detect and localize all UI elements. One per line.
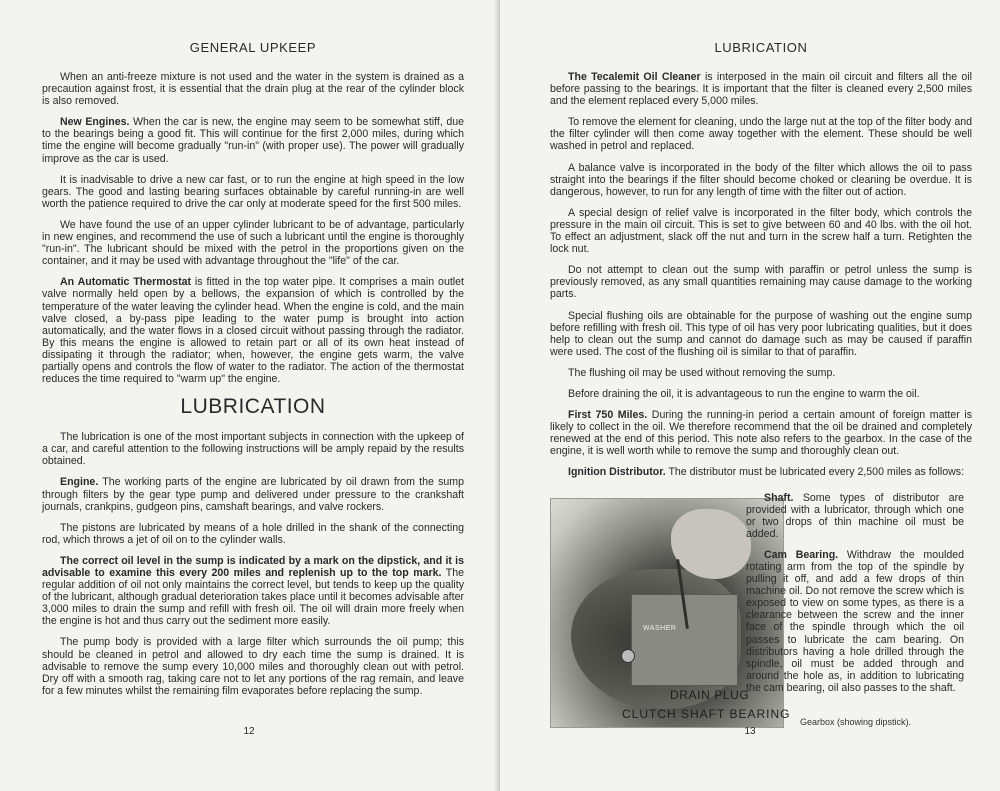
paragraph: We have found the use of an upper cylinder lubricant to be of advantage, particularly in new engines, and recommend the use of such a lubricant until the engine is thoroughly "run-in". The lubricant should be mixed with the petrol in the proportions given on the container, and it may be used with advantage throughout the "life" of the car. [42, 218, 464, 268]
paragraph-lead: First 750 Miles. [568, 409, 648, 422]
paragraph-body: Withdraw the moulded rotating arm from the top of the spindle by pulling it off, and add a few drops of thin machine oil. Do not remove the screw which is exposed to view on some types, as there is a clearance between the screw and the inner face of the spindle through which the oil passes to lubricate the cam bearing. On distributors having a hole drilled through the spindle, oil must be added through and around the hole as, in addition to lubricating the cam bearing, oil also passes to the shaft. [746, 548, 965, 694]
paragraph-body: is interposed in the main oil circuit and filters all the oil before passing to the bearings. It is important that the filter is cleaned every 2,500 miles and the element replaced every 5,000 miles. [550, 71, 972, 108]
page-number: 12 [243, 726, 255, 737]
page-number: 13 [744, 726, 756, 737]
paragraph-body: Some types of distributor are provided with a lubricator, through which one or two drops of thin machine oil must be added. [746, 491, 964, 540]
paragraph: The flushing oil may be used without removing the sump. [568, 366, 836, 379]
section-title: LUBRICATION [180, 395, 326, 419]
paragraph-lead: The Tecalemit Oil Cleaner [568, 71, 701, 83]
paragraph [550, 466, 972, 478]
paragraph: When an anti-freeze mixture is not used and the water in the system is drained as a precaution against frost, it is essential that the drain plug at the rear of the cylinder block is also removed. [42, 71, 464, 108]
paragraph [746, 549, 964, 694]
paragraph-lead: Cam Bearing. [764, 548, 839, 561]
running-head: GENERAL UPKEEP [189, 40, 317, 55]
paragraph: A special design of relief valve is incorporated in the filter body, which controls the pressure in the main oil circuit. This is set to give between 60 and 40 lbs. with the oil hot. To effect an adjustment, slack off the nut and turn in the screw half a turn. Retighten the lock nut. [550, 206, 972, 256]
paragraph: A balance valve is incorporated in the body of the filter which allows the oil to pass straight into the bearings if the filter should become choked or cleaning be overdue. It is dangerous, however, to run for any length of time with the filter out of action. [550, 161, 972, 198]
paragraph: The lubrication is one of the most important subjects in connection with the upkeep of a car, and careful attention to the following instructions will be amply repaid by the results obtained. [42, 431, 464, 468]
paragraph-body: When the car is new, the engine may seem to be somewhat stiff, due to the bearings being a good fit. This will continue for the first 2,000 miles, during which time the engine will become gradually "run-in" (with proper use). The power will gradually improve as the car is used. [42, 116, 464, 165]
paragraph-lead: Ignition Distributor. [568, 466, 666, 479]
hand-shape [671, 509, 751, 579]
gearbox-figure [550, 488, 972, 748]
paragraph-lead: An Automatic Thermostat [60, 276, 192, 289]
figure-caption: Gearbox (showing dipstick). [800, 716, 912, 727]
paragraph-lead: Shaft. [764, 491, 794, 504]
paragraph [42, 276, 464, 385]
washer-label: WASHER [643, 624, 677, 632]
paragraph: Special flushing oils are obtainable for the purpose of washing out the engine sump before refilling with fresh oil. This type of oil has very poor lubricating qualities, but it does help to clean out the sump and cannot do damage such as may be caused if paraffin were used. The cost of the flushing oil is similar to that of paraffin. [550, 309, 972, 358]
drain-plug-shape [621, 649, 635, 663]
page-12 [0, 0, 498, 791]
paragraph [550, 71, 972, 107]
paragraph-lead: Engine. [60, 476, 99, 489]
paragraph-body: The distributor must be lubricated every 2,500 miles as follows: [665, 466, 965, 479]
paragraph-body: is fitted in the top water pipe. It comprises a main outlet valve normally held open by a bellows, the expansion of which is controlled by the temperature of the water leaving the cylinder head. When the engine is cold, and the main valve closed, a by-pass pipe leading to the water pump is brought into action automatically, and the water flows in a closed circuit without passing through the radiator. By this means the engine is allowed to retain part or all of its own heat instead of dissipating it through the radiator; when, however, the engine gets warm, the valve partially opens and controls the flow of water to the radiator. The action of the thermostat reduces the time required to "warm up" the engine. [42, 276, 464, 386]
paragraph [550, 409, 972, 457]
paragraph: Do not attempt to clean out the sump with paraffin or petrol unless the sump is previously removed, as any small quantities remaining may cause damage to the working parts. [550, 264, 972, 301]
clutch-shaft-bearing-label: CLUTCH SHAFT BEARING [622, 706, 791, 721]
paragraph [42, 555, 464, 628]
paragraph: The pistons are lubricated by means of a hole drilled in the shank of the connecting rod, which throws a jet of oil on to the cylinder walls. [42, 521, 464, 546]
paragraph-lead: New Engines. [60, 116, 130, 129]
drain-plug-label: DRAIN PLUG [670, 687, 750, 702]
paragraph-body: During the running-in period a certain amount of foreign matter is likely to collect in the oil. We therefore recommend that the oil be drained and completely renewed at the end of this period. This note also refers to the gearbox. In the case of the engine, it is well worth while to remove the sump and thoroughly clean out. [550, 409, 972, 458]
paragraph [42, 476, 464, 512]
paragraph-body: The regular addition of oil not only maintains the correct level, but tends to keep up the quality of the lubricant, although gradual deterioration takes place until it becomes advisable after 3,000 miles to drain the sump and refill with fresh oil. The oil will drain more freely when the engine is hot and thus carry out the sediment more easily. [42, 567, 464, 628]
paragraph-lead: The correct oil level in the sump is indicated by a mark on the dipstick, and it is advisable to examine this every 200 miles and replenish up to the top mark. [42, 554, 464, 579]
paragraph: The pump body is provided with a large filter which surrounds the oil pump; this should be cleaned in petrol and allowed to dry each time the sump is drained. It is advisable to remove the sump every 10,000 miles and thoroughly clean out with petrol. Dry off with a smooth rag, taking care not to let any portions of the rag remain, and leave for a few minutes whilst the remaining film evaporates before replacing the sump. [42, 636, 464, 697]
running-head: LUBRICATION [714, 40, 808, 55]
paragraph: It is inadvisable to drive a new car fast, or to run the engine at high speed in the low gears. The good and lasting bearing surfaces obtainable by careful running-in are well worth the patience required to drive the car only at moderate speed for the first 500 miles. [42, 173, 464, 210]
distributor-notes [746, 492, 964, 704]
paragraph [42, 116, 464, 164]
page-13 [500, 0, 1000, 791]
paragraph: To remove the element for cleaning, undo the large nut at the top of the filter body and the filter cylinder will then come away together with the element. These should be well washed in petrol and replaced. [550, 116, 972, 153]
paragraph: Before draining the oil, it is advantageous to run the engine to warm the oil. [568, 387, 920, 400]
paragraph [746, 492, 964, 540]
paragraph-body: The working parts of the engine are lubricated by oil drawn from the sump through filters by the gear type pump and delivered under pressure to the crankshaft journals, crankpins, gudgeon pins, camshaft bearings, and valve rockers. [42, 476, 464, 513]
